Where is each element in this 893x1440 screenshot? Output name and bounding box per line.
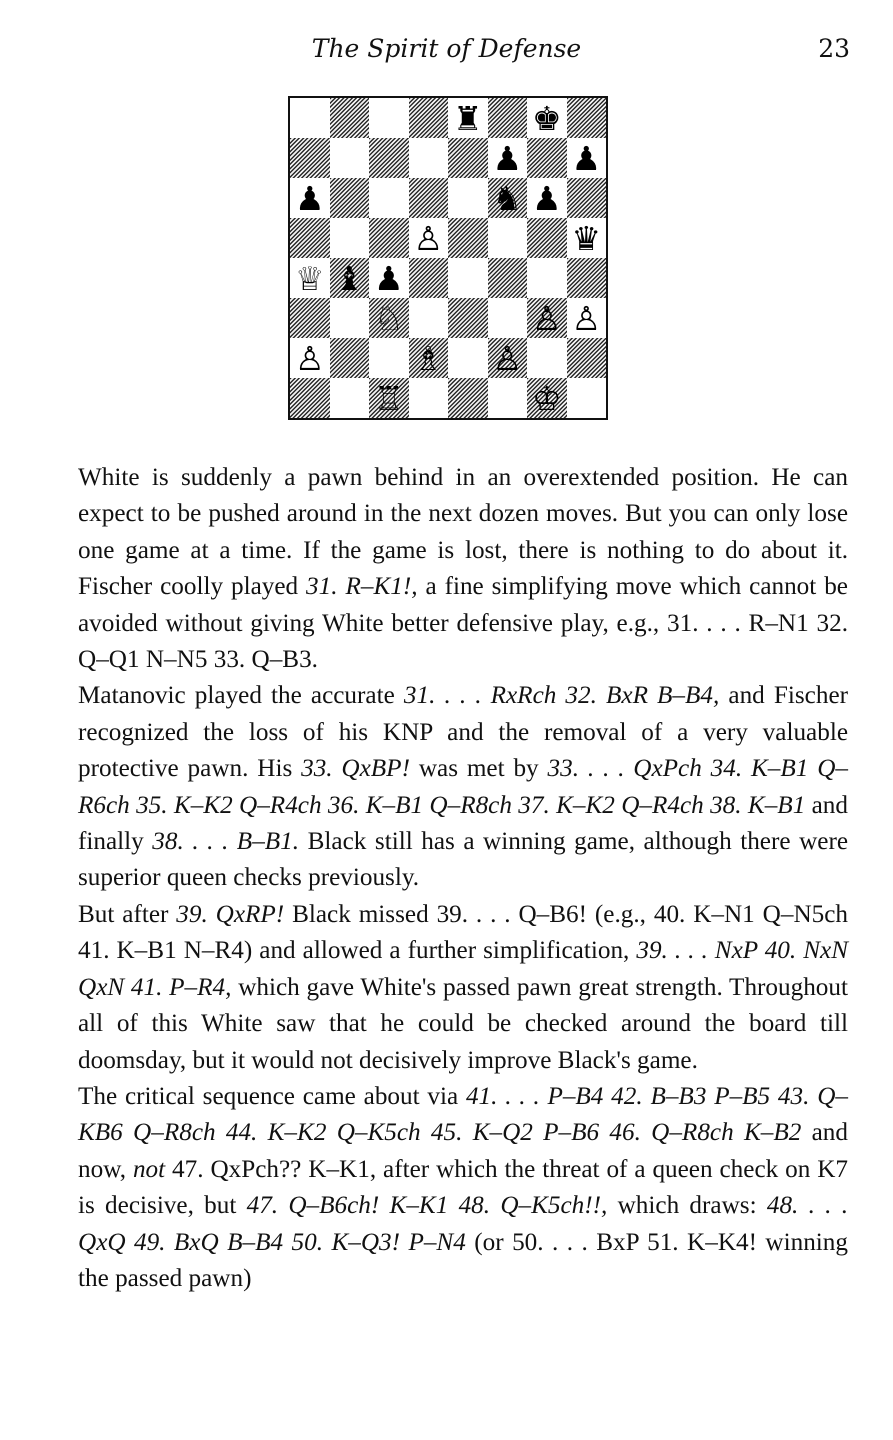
board-square-c2 xyxy=(369,338,409,378)
white-bishop-icon: ♗ xyxy=(413,338,444,378)
move-notation: 48. . . . QxQ 49. BxQ B–B4 50. K–Q3! P–N4 xyxy=(78,1192,849,1256)
board-square-d4 xyxy=(409,258,449,298)
paragraph-3 xyxy=(78,897,848,1079)
chess-diagram xyxy=(288,96,608,420)
board-square-e6 xyxy=(448,178,488,218)
white-pawn-icon: ♙ xyxy=(571,298,602,338)
white-pawn-icon: ♙ xyxy=(531,298,562,338)
board-square-g5 xyxy=(527,218,567,258)
white-pawn-icon: ♙ xyxy=(413,218,444,258)
board-square-h8 xyxy=(567,98,607,138)
move-notation: 39. QxRP! xyxy=(176,900,285,928)
prose-text: Matanovic played the accurate xyxy=(78,682,404,710)
move-notation: not xyxy=(132,1155,166,1183)
prose-text: 47. QxPch?? K–K1, after which the threat of a queen check on K7 is decisive, but xyxy=(78,1155,848,1220)
move-notation: 31. R–K1!, xyxy=(306,573,418,601)
prose-text: But after xyxy=(78,900,177,928)
black-queen-icon: ♛ xyxy=(571,218,602,258)
white-queen-icon: ♕ xyxy=(294,258,325,298)
black-pawn-icon: ♟ xyxy=(294,178,325,218)
board-square-a7 xyxy=(290,138,330,178)
body-text xyxy=(78,460,848,1297)
prose-text: and finally xyxy=(78,791,848,856)
move-notation: 38. . . . B–B1. xyxy=(152,828,300,856)
white-knight-icon: ♘ xyxy=(373,298,404,338)
move-notation: 39. . . . NxP 40. NxN QxN 41. P–R4, xyxy=(78,937,848,1001)
board-square-h6 xyxy=(567,178,607,218)
board-square-b6 xyxy=(330,178,370,218)
prose-text: White is suddenly a pawn behind in an overextended position. He can expect to be pushed around in the next dozen moves. But you can only lose one game at a time. If the game is lost, there is nothing to do about it. Fischer coolly played xyxy=(78,464,848,601)
board-square-b7 xyxy=(330,138,370,178)
board-square-g2 xyxy=(527,338,567,378)
board-square-c5 xyxy=(369,218,409,258)
board-square-d6 xyxy=(409,178,449,218)
board-square-f3 xyxy=(488,298,528,338)
move-notation: 31. . . . RxRch 32. BxR B–B4, xyxy=(403,682,720,710)
black-king-icon: ♚ xyxy=(531,98,562,138)
board-square-c8 xyxy=(369,98,409,138)
board-square-a8 xyxy=(290,98,330,138)
black-pawn-icon: ♟ xyxy=(492,138,523,178)
move-notation: 33. QxBP! xyxy=(301,755,410,783)
black-bishop-icon: ♝ xyxy=(334,258,365,298)
prose-text: Black still has a winning game, although there were superior queen checks previously. xyxy=(78,828,849,892)
black-pawn-icon: ♟ xyxy=(531,178,562,218)
move-notation: 47. Q–B6ch! K–K1 48. Q–K5ch!!, xyxy=(246,1192,608,1220)
white-king-icon: ♔ xyxy=(531,378,562,418)
move-notation: 41. . . . P–B4 42. B–B3 P–B5 43. Q–KB6 Q–R8ch 44. K–K2 Q–K5ch 45. K–Q2 P–B6 46. Q–R8ch K–B2 xyxy=(78,1082,848,1147)
black-pawn-icon: ♟ xyxy=(373,258,404,298)
prose-text: which draws: xyxy=(607,1192,767,1220)
board-square-d8 xyxy=(409,98,449,138)
board-square-e7 xyxy=(448,138,488,178)
paragraph-1 xyxy=(78,460,848,678)
board-square-b5 xyxy=(330,218,370,258)
paragraph-4 xyxy=(78,1079,848,1297)
board-square-d3 xyxy=(409,298,449,338)
board-square-e4 xyxy=(448,258,488,298)
board-square-b1 xyxy=(330,378,370,418)
white-pawn-icon: ♙ xyxy=(294,338,325,378)
board-square-d1 xyxy=(409,378,449,418)
board-square-f1 xyxy=(488,378,528,418)
board-square-e5 xyxy=(448,218,488,258)
prose-text: (or 50. . . . BxP 51. K–K4! winning the passed pawn) xyxy=(78,1228,848,1292)
board-square-c6 xyxy=(369,178,409,218)
white-pawn-icon: ♙ xyxy=(492,338,523,378)
board-square-f5 xyxy=(488,218,528,258)
board-square-a3 xyxy=(290,298,330,338)
board-square-f4 xyxy=(488,258,528,298)
board-square-h2 xyxy=(567,338,607,378)
page-header xyxy=(0,30,893,70)
black-knight-icon: ♞ xyxy=(492,178,523,218)
page-number: 23 xyxy=(818,34,850,63)
prose-text: was met by xyxy=(409,755,548,783)
board-square-a5 xyxy=(290,218,330,258)
board-square-d7 xyxy=(409,138,449,178)
board-square-b3 xyxy=(330,298,370,338)
board-square-g4 xyxy=(527,258,567,298)
prose-text: Black missed 39. . . . Q–B6! (e.g., 40. K–N1 Q–N5ch 41. K–B1 N–R4) and allowed a further simplification, xyxy=(78,900,849,965)
paragraph-2 xyxy=(78,678,848,896)
board-square-h4 xyxy=(567,258,607,298)
board-square-a1 xyxy=(290,378,330,418)
black-pawn-icon: ♟ xyxy=(571,138,602,178)
board-square-e2 xyxy=(448,338,488,378)
prose-text: and now, xyxy=(78,1119,848,1183)
running-head: The Spirit of Defense xyxy=(311,34,582,63)
board-square-c7 xyxy=(369,138,409,178)
prose-text: a fine simplifying move which cannot be avoided without giving White better defensive play, e.g., 31. . . . R–N1 32. Q–Q1 N–N5 33. Q–B3. xyxy=(78,573,848,674)
board-square-e3 xyxy=(448,298,488,338)
prose-text: The critical sequence came about via xyxy=(78,1082,466,1110)
move-notation: 33. . . . QxPch 34. K–B1 Q–R6ch 35. K–K2 Q–R4ch 36. K–B1 Q–R8ch 37. K–K2 Q–R4ch 38. K–B1 xyxy=(78,755,848,819)
board-square-b8 xyxy=(330,98,370,138)
prose-text: and Fischer recognized the loss of his KNP and the removal of a very valuable protective pawn. His xyxy=(78,682,849,783)
black-rook-icon: ♜ xyxy=(452,98,483,138)
board-square-g7 xyxy=(527,138,567,178)
board-square-h1 xyxy=(567,378,607,418)
board-square-b2 xyxy=(330,338,370,378)
prose-text: which gave White's passed pawn great strength. Throughout all of this White saw that he could be checked around the board till doomsday, but it would not decisively improve Black's game. xyxy=(78,973,848,1074)
board-square-f8 xyxy=(488,98,528,138)
board-square-e1 xyxy=(448,378,488,418)
white-rook-icon: ♖ xyxy=(373,378,404,418)
